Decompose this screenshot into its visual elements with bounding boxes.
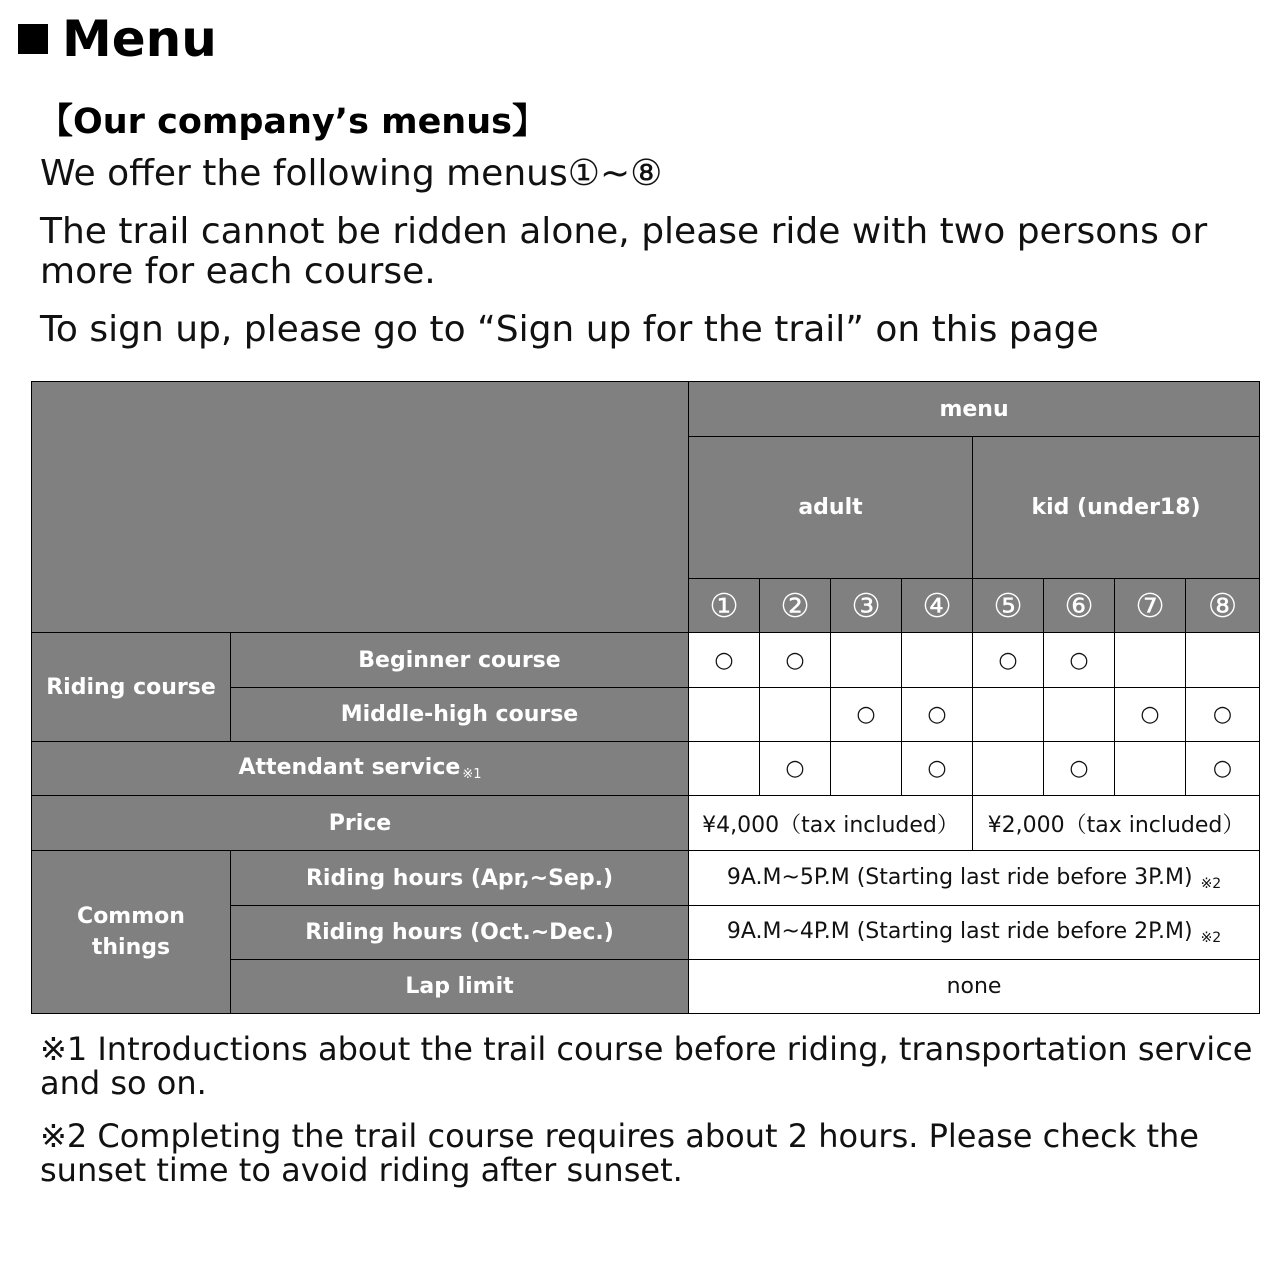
beginner-mark-1: ○ xyxy=(689,633,760,688)
middle-cell-6 xyxy=(1044,688,1115,742)
attendant-cell-1 xyxy=(689,742,760,796)
page-title: Menu xyxy=(62,10,217,68)
menu-number-2: ② xyxy=(760,579,831,633)
attendant-cell-3 xyxy=(831,742,902,796)
middle-cell-1 xyxy=(689,688,760,742)
heading-square-icon xyxy=(18,24,48,54)
middle-cell-5 xyxy=(973,688,1044,742)
beginner-cell-7 xyxy=(1115,633,1186,688)
menu-number-3: ③ xyxy=(831,579,902,633)
adult-price: ¥4,000（tax included） xyxy=(689,796,973,851)
footnote-2: ※2 Completing the trail course requires about 2 hours. Please check the sunset time to avoid riding after sunset. xyxy=(40,1117,1199,1189)
middle-high-course-label: Middle-high course xyxy=(231,688,689,742)
beginner-cell-4 xyxy=(902,633,973,688)
attendant-mark-2: ○ xyxy=(760,742,831,796)
attendant-note-marker: ※1 xyxy=(462,767,482,782)
beginner-course-label: Beginner course xyxy=(231,633,689,688)
riding-course-label: Riding course xyxy=(32,633,231,742)
lap-limit-value: none xyxy=(689,960,1260,1014)
adult-header: adult xyxy=(689,437,973,579)
attendant-mark-8: ○ xyxy=(1186,742,1260,796)
common-things-label: Common things xyxy=(32,851,231,1014)
menu-table xyxy=(31,381,1260,1014)
price-label: Price xyxy=(32,796,689,851)
kid-header: kid (under18) xyxy=(973,437,1260,579)
lap-limit-label: Lap limit xyxy=(231,960,689,1014)
hours-apr-sep-note-marker: ※2 xyxy=(1200,875,1222,892)
riding-hours-apr-sep-label: Riding hours (Apr,~Sep.) xyxy=(231,851,689,906)
hours-oct-dec-note-marker: ※2 xyxy=(1200,930,1222,946)
menu-number-5: ⑤ xyxy=(973,579,1044,633)
riding-hours-oct-dec-text: 9A.M~4P.M (Starting last ride before 2P.M) xyxy=(726,919,1193,944)
menu-header: menu xyxy=(689,382,1260,437)
footnote-1: ※1 Introductions about the trail course before riding, transportation service and so on. xyxy=(40,1030,1253,1102)
beginner-mark-6: ○ xyxy=(1044,633,1115,688)
riding-hours-oct-dec-label: Riding hours (Oct.~Dec.) xyxy=(231,906,689,960)
beginner-cell-3 xyxy=(831,633,902,688)
attendant-service-text: Attendant service xyxy=(238,755,461,780)
menu-number-7: ⑦ xyxy=(1115,579,1186,633)
page-heading xyxy=(18,8,217,70)
middle-mark-7: ○ xyxy=(1115,688,1186,742)
intro-signup-line: To sign up, please go to “Sign up for the trail” on this page xyxy=(40,309,1099,350)
menu-number-6: ⑥ xyxy=(1044,579,1115,633)
attendant-cell-7 xyxy=(1115,742,1186,796)
attendant-mark-4: ○ xyxy=(902,742,973,796)
section-subheading: 【Our company’s menus】 xyxy=(38,102,547,142)
beginner-mark-2: ○ xyxy=(760,633,831,688)
kid-price: ¥2,000（tax included） xyxy=(973,796,1260,851)
riding-hours-apr-sep-text: 9A.M~5P.M (Starting last ride before 3P.M) xyxy=(726,864,1193,890)
attendant-cell-5 xyxy=(973,742,1044,796)
attendant-service-label xyxy=(32,742,689,796)
middle-mark-4: ○ xyxy=(902,688,973,742)
attendant-mark-6: ○ xyxy=(1044,742,1115,796)
middle-mark-3: ○ xyxy=(831,688,902,742)
beginner-mark-5: ○ xyxy=(973,633,1044,688)
table-corner-cell xyxy=(32,382,689,633)
middle-cell-2 xyxy=(760,688,831,742)
intro-group-rule: The trail cannot be ridden alone, please ride with two persons or more for each course. xyxy=(40,211,1208,292)
menu-number-8: ⑧ xyxy=(1186,579,1260,633)
intro-menus-line: We offer the following menus①~⑧ xyxy=(40,153,663,194)
riding-hours-oct-dec-value xyxy=(689,906,1260,960)
menu-number-1: ① xyxy=(689,579,760,633)
middle-mark-8: ○ xyxy=(1186,688,1260,742)
riding-hours-apr-sep-value xyxy=(689,851,1260,906)
beginner-cell-8 xyxy=(1186,633,1260,688)
menu-number-4: ④ xyxy=(902,579,973,633)
